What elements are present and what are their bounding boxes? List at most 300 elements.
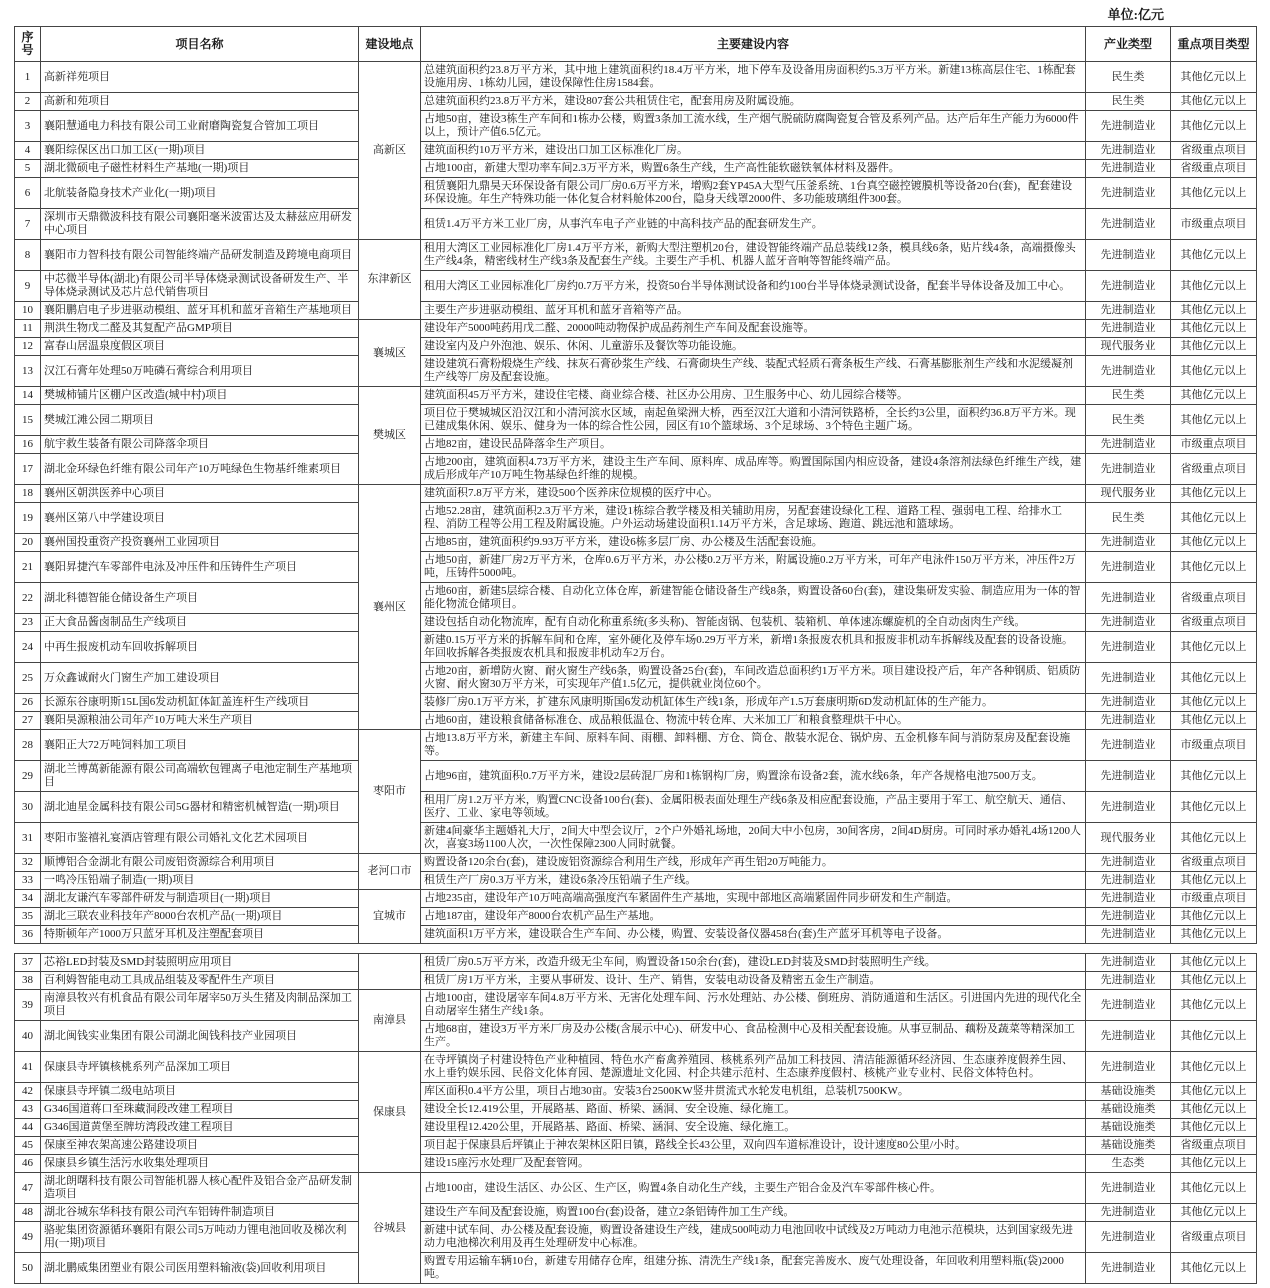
cell-industry: 先进制造业	[1086, 1021, 1171, 1052]
cell-project-name: 骆驼集团资源循环襄阳有限公司5万吨动力锂电池回收及梯次利用(一期)项目	[41, 1222, 359, 1253]
cell-project-name: 芯裕LED封装及SMD封装照明应用项目	[41, 954, 359, 972]
cell-content: 占地50亩，建设3栋生产车间和1栋办公楼，购置3条加工流水线，生产烟气脱硫防腐陶瓷复合管及系列产品。达产后年生产能力为6000件以上，预计产值6.5亿元。	[421, 111, 1086, 142]
cell-key-type: 其他亿元以上	[1171, 338, 1257, 356]
cell-content: 总建筑面积约23.8万平方米，建设807套公共租赁住宅，配套用房及附属设施。	[421, 93, 1086, 111]
cell-content: 占地52.28亩，建筑面积2.3万平方米，建设1栋综合教学楼及相关辅助用房，另配套建设绿化工程、道路工程、强弱电工程、给排水工程、消防工程等公用工程及附属设施。户外运动场建设面积1.14万平方米，含足球场、跑道、跳远池和篮球场。	[421, 503, 1086, 534]
cell-industry: 先进制造业	[1086, 663, 1171, 694]
cell-location: 襄州区	[359, 485, 421, 730]
cell-serial: 47	[15, 1173, 41, 1204]
table-row	[15, 1119, 1257, 1137]
cell-serial: 31	[15, 823, 41, 854]
cell-serial: 5	[15, 160, 41, 178]
cell-key-type: 其他亿元以上	[1171, 62, 1257, 93]
table-row	[15, 178, 1257, 209]
table-row	[15, 240, 1257, 271]
cell-serial: 23	[15, 614, 41, 632]
cell-serial: 32	[15, 854, 41, 872]
cell-key-type: 其他亿元以上	[1171, 1253, 1257, 1284]
cell-content: 建设包括自动化物流库，配有自动化称重系统(多头称)、智能卤锅、包装机、装箱机、单体速冻螺旋机的全自动卤肉生产线。	[421, 614, 1086, 632]
cell-key-type: 其他亿元以上	[1171, 972, 1257, 990]
table-row	[15, 356, 1257, 387]
cell-project-name: 襄阳正大72万吨饲料加工项目	[41, 730, 359, 761]
cell-project-name: 湖北兰博萬新能源有限公司高端软包锂离子电池定制生产基地项目	[41, 761, 359, 792]
cell-project-name: 富春山居温泉度假区项目	[41, 338, 359, 356]
cell-industry: 先进制造业	[1086, 1253, 1171, 1284]
cell-content: 新建0.15万平方米的拆解车间和仓库，室外硬化及停车场0.29万平方米，新增1条报废农机具和报废非机动车拆解线及配套的设备设施。年回收拆解各类报废农机具和报废非机动车2万台。	[421, 632, 1086, 663]
cell-key-type: 其他亿元以上	[1171, 240, 1257, 271]
cell-key-type: 其他亿元以上	[1171, 694, 1257, 712]
table-row	[15, 890, 1257, 908]
cell-industry: 先进制造业	[1086, 111, 1171, 142]
cell-content: 项目位于樊城城区沿汉江和小清河滨水区域，南起鱼梁洲大桥，西至汉江大道和小清河铁路桥，全长约3公里，面积约36.8万平方米。现已建成集休闲、娱乐、健身为一体的综合性公园，园区有10个篮球场、3个足球场、3个特色主题广场。	[421, 405, 1086, 436]
cell-serial: 3	[15, 111, 41, 142]
cell-key-type: 省级重点项目	[1171, 583, 1257, 614]
cell-content: 购置专用运输车辆10台，新建专用储存仓库，组建分拣、清洗生产线1条，配套完善废水、废气处理设备，年回收利用塑料瓶(袋)2000吨。	[421, 1253, 1086, 1284]
cell-project-name: 湖北友谦汽车零部件研发与制造项目(一期)项目	[41, 890, 359, 908]
cell-project-name: 湖北金环绿色纤维有限公司年产10万吨绿色生物基纤维素项目	[41, 454, 359, 485]
cell-project-name: 襄州国投重资产投资襄州工业园项目	[41, 534, 359, 552]
cell-industry: 先进制造业	[1086, 142, 1171, 160]
table-row	[15, 405, 1257, 436]
table-row	[15, 1137, 1257, 1155]
cell-key-type: 其他亿元以上	[1171, 405, 1257, 436]
table-row	[15, 712, 1257, 730]
cell-serial: 22	[15, 583, 41, 614]
cell-key-type: 省级重点项目	[1171, 1222, 1257, 1253]
cell-content: 占地60亩，新建5层综合楼、自动化立体仓库，新建智能仓储设备生产线8条，购置设备60台(套)，建设集研发实验、制造应用为一体的智能化物流仓储项目。	[421, 583, 1086, 614]
cell-industry: 先进制造业	[1086, 240, 1171, 271]
cell-project-name: 特斯顿年产1000万只蓝牙耳机及注塑配套项目	[41, 926, 359, 944]
cell-key-type: 其他亿元以上	[1171, 823, 1257, 854]
table-gap	[14, 944, 1256, 953]
table-row	[15, 1173, 1257, 1204]
table-row	[15, 93, 1257, 111]
cell-key-type: 其他亿元以上	[1171, 663, 1257, 694]
cell-project-name: 襄阳综保区出口加工区(一期)项目	[41, 142, 359, 160]
cell-key-type: 其他亿元以上	[1171, 792, 1257, 823]
cell-content: 主要生产步进驱动模组、蓝牙耳机和蓝牙音箱等产品。	[421, 302, 1086, 320]
cell-content: 占地100亩，建设屠宰车间4.8万平方米、无害化处理车间、污水处理站、办公楼、倒班房、消防通道和生活区。引进国内先进的现代化全自动屠宰生猪生产线1条。	[421, 990, 1086, 1021]
cell-serial: 2	[15, 93, 41, 111]
cell-content: 租用厂房1.2万平方米，购置CNC设备100台(套)、金属阳极表面处理生产线6条及相应配套设施，产品主要用于军工、航空航天、通信、医疗、工业、家电等领域。	[421, 792, 1086, 823]
cell-content: 租用大湾区工业园标准化厂房1.4万平方米，新购大型注塑机20台，建设智能终端产品总装线12条，模具线6条，贴片线4条，高端摄像头生产线4条，精密线材生产线3条及配套生产线。主要生产手机、机器人蓝牙音响等智能终端产品。	[421, 240, 1086, 271]
cell-industry: 先进制造业	[1086, 1052, 1171, 1083]
cell-project-name: 高新和苑项目	[41, 93, 359, 111]
cell-key-type: 省级重点项目	[1171, 1137, 1257, 1155]
cell-serial: 43	[15, 1101, 41, 1119]
table-row	[15, 209, 1257, 240]
cell-project-name: 深圳市天鼎微波科技有限公司襄阳毫米波雷达及太赫兹应用研发中心项目	[41, 209, 359, 240]
cell-key-type: 省级重点项目	[1171, 142, 1257, 160]
cell-industry: 基础设施类	[1086, 1083, 1171, 1101]
cell-location: 南漳县	[359, 990, 421, 1052]
table-row	[15, 454, 1257, 485]
cell-content: 新建4间豪华主题婚礼大厅，2间大中型会议厅，2个户外婚礼场地，20间大中小包房，30间客房，2间4D厨房。可同时承办婚礼4场1200人次，喜宴3场1100人次，一次性保障2300人同时就餐。	[421, 823, 1086, 854]
cell-project-name: 湖北闽钱实业集团有限公司湖北闽钱科技产业园项目	[41, 1021, 359, 1052]
cell-project-name: G346国道蒋口至珠藏洞段改建工程项目	[41, 1101, 359, 1119]
cell-project-name: 中再生报废机动车回收拆解项目	[41, 632, 359, 663]
cell-location: 枣阳市	[359, 730, 421, 854]
cell-project-name: 中芯微半导体(湖北)有限公司半导体烧录测试设备研发生产、半导体烧录测试及芯片总代销售项目	[41, 271, 359, 302]
cell-serial: 38	[15, 972, 41, 990]
cell-key-type: 省级重点项目	[1171, 854, 1257, 872]
cell-project-name: 南漳县牧兴有机食品有限公司年屠宰50万头生猪及肉制品深加工项目	[41, 990, 359, 1021]
table-row	[15, 972, 1257, 990]
cell-serial: 12	[15, 338, 41, 356]
cell-serial: 10	[15, 302, 41, 320]
table-row	[15, 320, 1257, 338]
cell-content: 租赁1.4万平方米工业厂房，从事汽车电子产业链的中高科技产品的配套研发生产。	[421, 209, 1086, 240]
cell-project-name: 汉江石膏年处理50万吨磷石膏综合利用项目	[41, 356, 359, 387]
main-tbody	[15, 62, 1257, 944]
cell-content: 占地96亩，建筑面积0.7万平方米，建设2层砖混厂房和1栋钢构厂房，购置涂布设备2套，流水线6条，年产各规格电池7500万支。	[421, 761, 1086, 792]
table-row	[15, 160, 1257, 178]
cell-key-type: 市级重点项目	[1171, 436, 1257, 454]
cell-serial: 28	[15, 730, 41, 761]
cell-industry: 先进制造业	[1086, 552, 1171, 583]
cell-serial: 25	[15, 663, 41, 694]
table-row	[15, 387, 1257, 405]
cell-content: 占地100亩，建设生活区、办公区、生产区，购置4条自动化生产线，主要生产铝合金及汽车零部件核心件。	[421, 1173, 1086, 1204]
cell-serial: 20	[15, 534, 41, 552]
cell-key-type: 其他亿元以上	[1171, 926, 1257, 944]
cell-industry: 基础设施类	[1086, 1101, 1171, 1119]
cell-project-name: 北航装备隐身技术产业化(一期)项目	[41, 178, 359, 209]
table-row	[15, 1155, 1257, 1173]
cell-serial: 42	[15, 1083, 41, 1101]
table-row	[15, 111, 1257, 142]
cell-key-type: 其他亿元以上	[1171, 111, 1257, 142]
cell-serial: 15	[15, 405, 41, 436]
col-header-serial: 序号	[15, 27, 41, 62]
cell-industry: 先进制造业	[1086, 954, 1171, 972]
cell-project-name: 正大食品酱卤制品生产线项目	[41, 614, 359, 632]
cell-key-type: 其他亿元以上	[1171, 761, 1257, 792]
cell-content: 租赁厂房0.5万平方米，改造升级无尘车间，购置设备150余台(套)，建设LED封装及SMD封装照明生产线。	[421, 954, 1086, 972]
cell-content: 建设里程12.420公里，开展路基、路面、桥梁、涵洞、安全设施、绿化施工。	[421, 1119, 1086, 1137]
cell-industry: 先进制造业	[1086, 908, 1171, 926]
table-row	[15, 632, 1257, 663]
cell-content: 在寺坪镇岗子村建设特色产业种植园、特色水产畜禽养殖园、核桃系列产品加工科技园、清洁能源循环经济园、生态康养度假养生园、水上垂钓娱乐园、民俗文化体育园、楚源遗址文化园、村企共建示范村、生态康养度假村、核桃产业专业村、民俗文体特色村。	[421, 1052, 1086, 1083]
cell-key-type: 其他亿元以上	[1171, 1155, 1257, 1173]
table-row	[15, 1222, 1257, 1253]
col-header-content: 主要建设内容	[421, 27, 1086, 62]
cell-content: 占地235亩，建设年产10万吨高端高强度汽车紧固件生产基地，实现中部地区高端紧固件同步研发和生产制造。	[421, 890, 1086, 908]
cell-industry: 先进制造业	[1086, 583, 1171, 614]
cell-key-type: 其他亿元以上	[1171, 1021, 1257, 1052]
table-row	[15, 142, 1257, 160]
cell-content: 租用大湾区工业园标准化厂房约0.7万平方米，投资50台半导体测试设备和约100台半导体烧录测试设备，配套半导体设备及加工中心。	[421, 271, 1086, 302]
cell-serial: 6	[15, 178, 41, 209]
cell-industry: 先进制造业	[1086, 632, 1171, 663]
cell-content: 租赁襄阳九鼎昊天环保设备有限公司厂房0.6万平方米，增购2套YP45A大型气压釜系统、1台真空磁控镀膜机等设备20台(套)，配套建设环保设施。年生产特殊功能一体化复合材料舱体200台，隐身天线罩2000件、多功能玻璃组件300套。	[421, 178, 1086, 209]
cell-industry: 先进制造业	[1086, 271, 1171, 302]
cell-industry: 先进制造业	[1086, 792, 1171, 823]
table-row	[15, 730, 1257, 761]
cell-content: 占地60亩，建设粮食储备标准仓、成品粮低温仓、物流中转仓库、大米加工厂和粮食整理烘干中心。	[421, 712, 1086, 730]
cell-content: 库区面积0.4平方公里，项目占地30亩。安装3台2500KW竖井贯流式水轮发电机组，总装机7500KW。	[421, 1083, 1086, 1101]
cell-industry: 先进制造业	[1086, 972, 1171, 990]
cell-content: 建设建筑石膏粉煅烧生产线、抹灰石膏砂浆生产线、石膏砌块生产线、装配式轻质石膏条板生产线、石膏基膨胀剂生产线和水泥缓凝剂生产线等厂房及配套设施。	[421, 356, 1086, 387]
cell-project-name: 长源东谷康明斯15L国6发动机缸体缸盖连杆生产线项目	[41, 694, 359, 712]
cell-location: 谷城县	[359, 1173, 421, 1284]
project-table-main	[14, 26, 1257, 944]
cell-project-name: G346国道黄堡至牌坊湾段改建工程项目	[41, 1119, 359, 1137]
cell-content: 建筑面积约10万平方米，建设出口加工区标准化厂房。	[421, 142, 1086, 160]
cell-serial: 37	[15, 954, 41, 972]
cell-serial: 45	[15, 1137, 41, 1155]
cell-serial: 11	[15, 320, 41, 338]
cell-project-name: 襄阳鹏启电子步进驱动模组、蓝牙耳机和蓝牙音箱生产基地项目	[41, 302, 359, 320]
cell-content: 占地50亩，新建厂房2万平方米，仓库0.6万平方米，办公楼0.2万平方米，附属设施0.2万平方米，可年产电泳件150万平方米，冲压件2万吨，压铸件5000吨。	[421, 552, 1086, 583]
cell-serial: 36	[15, 926, 41, 944]
cell-project-name: 顺博铝合金湖北有限公司废铝资源综合利用项目	[41, 854, 359, 872]
table-row	[15, 792, 1257, 823]
cell-key-type: 省级重点项目	[1171, 160, 1257, 178]
cell-industry: 先进制造业	[1086, 534, 1171, 552]
cell-project-name: 湖北鹏威集团塑业有限公司医用塑料输液(袋)回收利用项目	[41, 1253, 359, 1284]
cell-project-name: 湖北谷城东华科技有限公司汽车铝铸件制造项目	[41, 1204, 359, 1222]
cell-project-name: 襄州区朝洪医养中心项目	[41, 485, 359, 503]
unit-label: 单位:亿元	[1107, 7, 1164, 22]
cell-content: 建设全长12.419公里，开展路基、路面、桥梁、涵洞、安全设施、绿化施工。	[421, 1101, 1086, 1119]
cell-serial: 34	[15, 890, 41, 908]
cell-industry: 生态类	[1086, 1155, 1171, 1173]
cell-key-type: 其他亿元以上	[1171, 632, 1257, 663]
cell-serial: 35	[15, 908, 41, 926]
table-row	[15, 1021, 1257, 1052]
cell-key-type: 其他亿元以上	[1171, 534, 1257, 552]
col-header-project-name: 项目名称	[41, 27, 359, 62]
cell-key-type: 其他亿元以上	[1171, 93, 1257, 111]
cell-serial: 44	[15, 1119, 41, 1137]
cell-project-name: 湖北迪星金属科技有限公司5G器材和精密机械智造(一期)项目	[41, 792, 359, 823]
cell-project-name: 枣阳市鉴禧礼宴酒店管理有限公司婚礼文化艺术园项目	[41, 823, 359, 854]
cell-serial: 14	[15, 387, 41, 405]
cell-key-type: 省级重点项目	[1171, 454, 1257, 485]
cell-project-name: 湖北三联农业科技年产8000台农机产品(一期)项目	[41, 908, 359, 926]
cell-key-type: 其他亿元以上	[1171, 990, 1257, 1021]
table-row	[15, 926, 1257, 944]
cell-industry: 先进制造业	[1086, 614, 1171, 632]
cell-industry: 先进制造业	[1086, 436, 1171, 454]
cell-content: 租赁生产厂房0.3万平方米，建设6条冷压铅端子生产线。	[421, 872, 1086, 890]
cell-key-type: 其他亿元以上	[1171, 1083, 1257, 1101]
cell-key-type: 省级重点项目	[1171, 614, 1257, 632]
cell-serial: 13	[15, 356, 41, 387]
cell-project-name: 湖北微硕电子磁性材料生产基地(一期)项目	[41, 160, 359, 178]
cell-project-name: 保康县寺坪镇核桃系列产品深加工项目	[41, 1052, 359, 1083]
cell-project-name: 襄阳市力智科技有限公司智能终端产品研发制造及跨境电商项目	[41, 240, 359, 271]
cell-content: 占地13.8万平方米，新建主车间、原料车间、雨棚、卸料棚、方仓、筒仓、散装水泥仓、锅炉房、五金机修车间与消防泵房及配套设施等。	[421, 730, 1086, 761]
cell-key-type: 其他亿元以上	[1171, 1173, 1257, 1204]
col-header-location: 建设地点	[359, 27, 421, 62]
table-row	[15, 534, 1257, 552]
table-row	[15, 823, 1257, 854]
cell-industry: 先进制造业	[1086, 694, 1171, 712]
cell-serial: 30	[15, 792, 41, 823]
table-row	[15, 761, 1257, 792]
cell-serial: 48	[15, 1204, 41, 1222]
cell-serial: 24	[15, 632, 41, 663]
cell-project-name: 樊城柿铺片区棚户区改造(城中村)项目	[41, 387, 359, 405]
header-row	[15, 27, 1257, 62]
cell-key-type: 市级重点项目	[1171, 209, 1257, 240]
cell-content: 占地85亩，建筑面积约9.93万平方米，建设6栋多层厂房、办公楼及生活配套设施。	[421, 534, 1086, 552]
cell-content: 占地200亩，建筑面积4.73万平方米，建设主生产车间、原料库、成品库等。购置国际国内相应设备，建设4条溶剂法绿色纤维生产线，建成后形成年产10万吨生物基绿色纤维的规模。	[421, 454, 1086, 485]
cell-content: 占地82亩，建设民品降落伞生产项目。	[421, 436, 1086, 454]
cell-industry: 先进制造业	[1086, 454, 1171, 485]
cell-content: 占地100亩，新建大型功率车间2.3万平方米，购置6条生产线，生产高性能软磁铁氧体材料及器件。	[421, 160, 1086, 178]
cell-key-type: 其他亿元以上	[1171, 485, 1257, 503]
cell-industry: 先进制造业	[1086, 320, 1171, 338]
cell-key-type: 其他亿元以上	[1171, 302, 1257, 320]
cell-industry: 民生类	[1086, 503, 1171, 534]
cell-key-type: 其他亿元以上	[1171, 271, 1257, 302]
cell-content: 建筑面积1万平方米，建设联合生产车间、办公楼，购置、安装设备仪器458台(套)生产蓝牙耳机等电子设备。	[421, 926, 1086, 944]
cell-serial: 33	[15, 872, 41, 890]
cell-content: 建设生产车间及配套设施，购置100台(套)设备，建立2条铝铸件加工生产线。	[421, 1204, 1086, 1222]
cell-industry: 先进制造业	[1086, 990, 1171, 1021]
table-row	[15, 854, 1257, 872]
cell-project-name: 高新祥苑项目	[41, 62, 359, 93]
cell-serial: 9	[15, 271, 41, 302]
table-row	[15, 583, 1257, 614]
cell-serial: 46	[15, 1155, 41, 1173]
cell-location: 高新区	[359, 62, 421, 240]
cell-content: 建设年产5000吨药用戊二醛、20000吨动物保护成品药剂生产车间及配套设施等。	[421, 320, 1086, 338]
table-row	[15, 1052, 1257, 1083]
cell-industry: 先进制造业	[1086, 926, 1171, 944]
cell-industry: 先进制造业	[1086, 1173, 1171, 1204]
cell-serial: 17	[15, 454, 41, 485]
project-table-counties	[14, 953, 1257, 1284]
cell-project-name: 襄阳昊源粮油公司年产10万吨大米生产项目	[41, 712, 359, 730]
cell-industry: 先进制造业	[1086, 712, 1171, 730]
cell-project-name: 湖北科德智能仓储设备生产项目	[41, 583, 359, 614]
cell-serial: 27	[15, 712, 41, 730]
cell-industry: 先进制造业	[1086, 356, 1171, 387]
cell-industry: 基础设施类	[1086, 1137, 1171, 1155]
cell-content: 项目起于保康县后坪镇止于神农架林区阳日镇，路线全长43公里，双向四车道标准设计，设计速度80公里/小时。	[421, 1137, 1086, 1155]
table-row	[15, 990, 1257, 1021]
table-row	[15, 302, 1257, 320]
cell-serial: 50	[15, 1253, 41, 1284]
table-row	[15, 663, 1257, 694]
cell-project-name: 保康县乡镇生活污水收集处理项目	[41, 1155, 359, 1173]
cell-key-type: 其他亿元以上	[1171, 872, 1257, 890]
cell-key-type: 其他亿元以上	[1171, 712, 1257, 730]
cell-key-type: 其他亿元以上	[1171, 503, 1257, 534]
table-row	[15, 1253, 1257, 1284]
col-header-key-type: 重点项目类型	[1171, 27, 1257, 62]
cell-key-type: 其他亿元以上	[1171, 954, 1257, 972]
cell-content: 新建中试车间、办公楼及配套设施，购置设备建设生产线，建成500吨动力电池回收中试线及2万吨动力电池示范模块，达到国家级先进动力电池梯次利用及再生处理研发中心标准。	[421, 1222, 1086, 1253]
table-row	[15, 1101, 1257, 1119]
cell-serial: 1	[15, 62, 41, 93]
cell-key-type: 其他亿元以上	[1171, 178, 1257, 209]
cell-location: 樊城区	[359, 387, 421, 485]
cell-key-type: 其他亿元以上	[1171, 1204, 1257, 1222]
counties-tbody	[15, 954, 1257, 1284]
cell-industry: 先进制造业	[1086, 160, 1171, 178]
cell-location: 襄城区	[359, 320, 421, 387]
cell-industry: 民生类	[1086, 405, 1171, 436]
cell-content: 建筑面积7.8万平方米，建设500个医养床位规模的医疗中心。	[421, 485, 1086, 503]
cell-content: 占地187亩，建设年产8000台农机产品生产基地。	[421, 908, 1086, 926]
table-row	[15, 694, 1257, 712]
cell-key-type: 其他亿元以上	[1171, 1052, 1257, 1083]
cell-project-name: 航宇救生装备有限公司降落伞项目	[41, 436, 359, 454]
cell-serial: 4	[15, 142, 41, 160]
cell-content: 总建筑面积约23.8万平方米，其中地上建筑面积约18.4万平方米，地下停车及设备用房面积约5.3万平方米。新建13栋高层住宅、1栋配套设施用房、1栋幼儿园，建设保障性住房1584套。	[421, 62, 1086, 93]
cell-industry: 现代服务业	[1086, 338, 1171, 356]
table-row	[15, 552, 1257, 583]
cell-industry: 民生类	[1086, 62, 1171, 93]
cell-key-type: 其他亿元以上	[1171, 1101, 1257, 1119]
cell-industry: 先进制造业	[1086, 890, 1171, 908]
cell-industry: 基础设施类	[1086, 1119, 1171, 1137]
cell-serial: 26	[15, 694, 41, 712]
table-row	[15, 62, 1257, 93]
cell-project-name: 百利姆智能电动工具成品组装及零配件生产项目	[41, 972, 359, 990]
table-row	[15, 1204, 1257, 1222]
cell-serial: 18	[15, 485, 41, 503]
cell-serial: 49	[15, 1222, 41, 1253]
cell-industry: 现代服务业	[1086, 485, 1171, 503]
cell-serial: 29	[15, 761, 41, 792]
table-row	[15, 436, 1257, 454]
cell-key-type: 市级重点项目	[1171, 890, 1257, 908]
cell-location	[359, 954, 421, 990]
cell-content: 装修厂房0.1万平方米，扩建东风康明斯国6发动机缸体生产线1条，形成年产1.5万套康明斯6D发动机缸体的生产能力。	[421, 694, 1086, 712]
table-row	[15, 908, 1257, 926]
table-row	[15, 485, 1257, 503]
cell-project-name: 保康至神农架高速公路建设项目	[41, 1137, 359, 1155]
cell-key-type: 其他亿元以上	[1171, 356, 1257, 387]
cell-industry: 现代服务业	[1086, 823, 1171, 854]
cell-serial: 39	[15, 990, 41, 1021]
cell-serial: 16	[15, 436, 41, 454]
cell-project-name: 襄阳慧通电力科技有限公司工业耐磨陶瓷复合管加工项目	[41, 111, 359, 142]
cell-key-type: 其他亿元以上	[1171, 552, 1257, 583]
cell-industry: 先进制造业	[1086, 178, 1171, 209]
cell-serial: 7	[15, 209, 41, 240]
cell-content: 占地20亩，新增防火窗、耐火窗生产线6条，购置设备25台(套)，车间改造总面积约1万平方米。项目建设投产后，年产各种钢质、铝质防火窗、耐火窗30万平方米，可实现年产值1.5亿元，提供就业岗位60个。	[421, 663, 1086, 694]
cell-industry: 先进制造业	[1086, 730, 1171, 761]
cell-serial: 41	[15, 1052, 41, 1083]
table-row	[15, 1083, 1257, 1101]
table-row	[15, 503, 1257, 534]
cell-location: 宜城市	[359, 890, 421, 944]
cell-industry: 先进制造业	[1086, 872, 1171, 890]
cell-content: 占地68亩，建设3万平方米厂房及办公楼(含展示中心)、研发中心、食品检测中心及相关配套设施。从事豆制品、藕粉及蔬菜等精深加工生产。	[421, 1021, 1086, 1052]
cell-key-type: 其他亿元以上	[1171, 1119, 1257, 1137]
cell-location: 老河口市	[359, 854, 421, 890]
cell-content: 租赁厂房1万平方米，主要从事研发、设计、生产、销售，安装电动设备及精密五金生产制造。	[421, 972, 1086, 990]
cell-industry: 先进制造业	[1086, 761, 1171, 792]
cell-content: 建设室内及户外泡池、娱乐、休闲、儿童游乐及餐饮等功能设施。	[421, 338, 1086, 356]
cell-industry: 先进制造业	[1086, 209, 1171, 240]
cell-project-name: 保康县寺坪镇二级电站项目	[41, 1083, 359, 1101]
cell-content: 购置设备120余台(套)，建设废铝资源综合利用生产线，形成年产再生铝20万吨能力。	[421, 854, 1086, 872]
cell-project-name: 一鸣冷压铅端子制造(一期)项目	[41, 872, 359, 890]
table-row	[15, 954, 1257, 972]
cell-industry: 民生类	[1086, 93, 1171, 111]
table-row	[15, 614, 1257, 632]
cell-project-name: 襄阳昇捷汽车零部件电泳及冲压件和压铸件生产项目	[41, 552, 359, 583]
cell-project-name: 荆洪生物戊二醛及其复配产品GMP项目	[41, 320, 359, 338]
